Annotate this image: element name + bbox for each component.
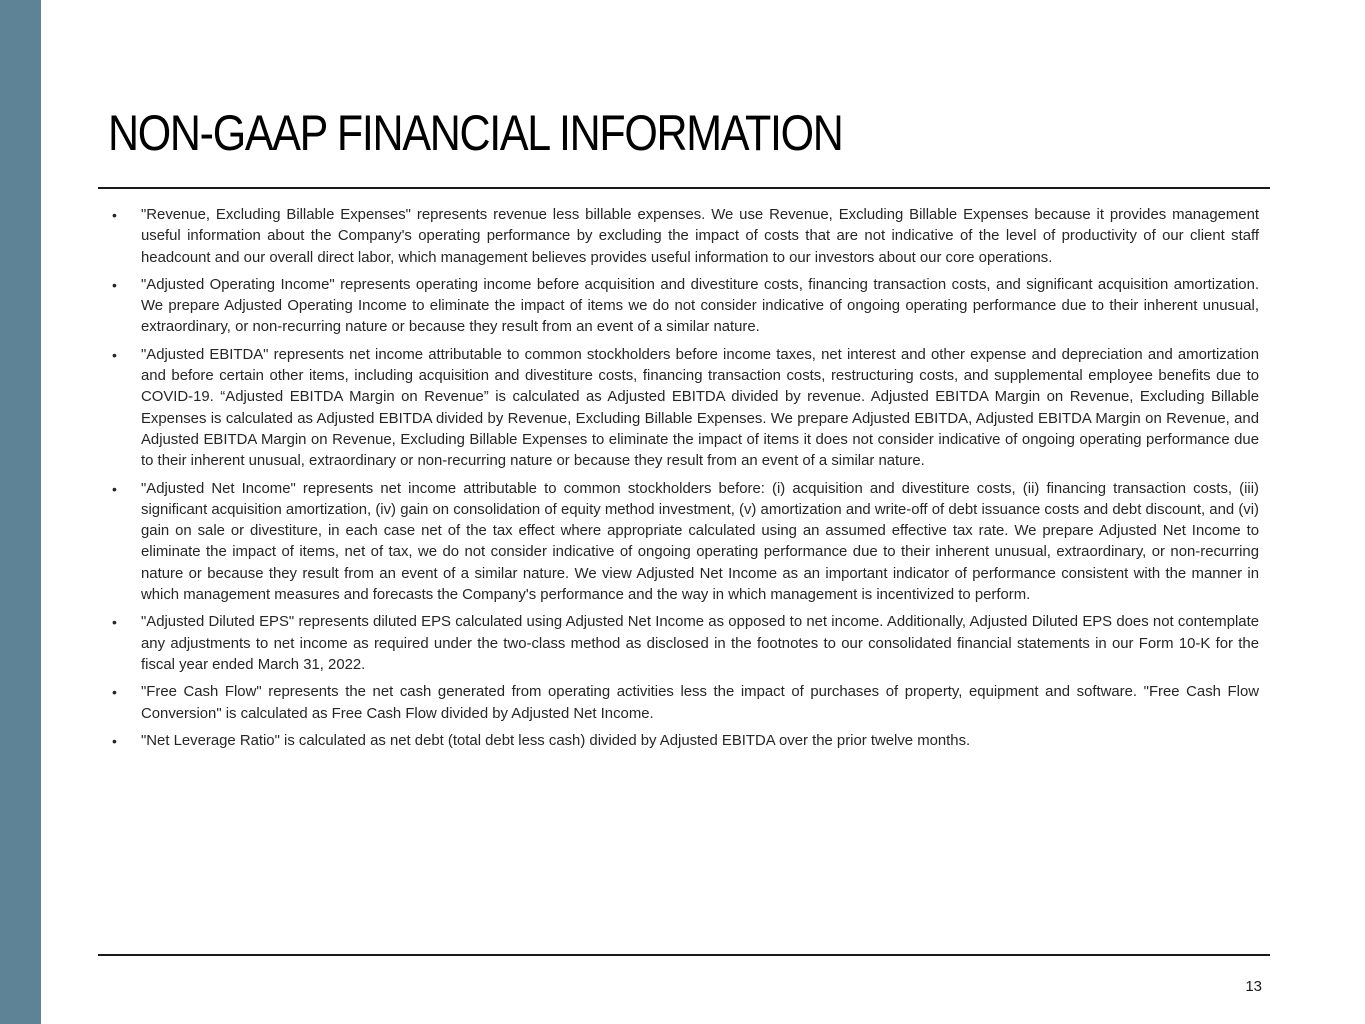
bullet-icon: • [112,207,117,223]
bullet-text: "Free Cash Flow" represents the net cash generated from operating activities less the impact of purchases of property, equipment and software. "Free Cash Flow Conversion" is calculated as Free Cash Flow divided by Adjusted Net Income. [141,684,1259,722]
bullet-text: "Adjusted Net Income" represents net income attributable to common stockholders before: (i) acquisition and divestiture costs, (ii) financing transaction costs, (iii) significant acquisition amortization, (iv) gain on consolidation of equity method investment, (v) amortization and write-off of debt issuance costs and debt discount, and (vi) gain on sale or divestiture, in each case net of the tax effect where appropriate calculated using an assumed effective tax rate. We prepare Adjusted Net Income to eliminate the impact of items, net of tax, we do not consider indicative of ongoing operating performance due to their inherent unusual, extraordinary, or non-recurring nature or because they result from an event of a similar nature. We view Adjusted Net Income as an important indicator of performance consistent with the manner in which management measures and forecasts the Company's performance and the way in which management is incentivized to perform. [141,480,1259,604]
bullet-revenue-excluding-billable [112,205,1259,269]
left-accent-bar [0,0,41,1024]
page-number: 13 [1245,978,1262,995]
bullet-icon: • [112,684,117,701]
bullet-icon: • [112,614,117,631]
bullet-list [112,205,1259,758]
bullet-text: "Adjusted EBITDA" represents net income attributable to common stockholders before income taxes, net interest and other expense and depreciation and amortization and before certain other items, including acquisition and divestiture costs, financing transaction costs, restructuring costs, and supplemental employee benefits due to COVID-19. “Adjusted EBITDA Margin on Revenue” is calculated as Adjusted EBITDA divided by revenue. Adjusted EBITDA Margin on Revenue, Excluding Billable Expenses is calculated as Adjusted EBITDA divided by Revenue, Excluding Billable Expenses. We prepare Adjusted EBITDA, Adjusted EBITDA Margin on Revenue, and Adjusted EBITDA Margin on Revenue, Excluding Billable Expenses to eliminate the impact of items it does not consider indicative of ongoing operating performance due to their inherent unusual, extraordinary or non-recurring nature or because they result from an event of a similar nature. [141,346,1259,470]
bullet-icon: • [112,732,117,749]
bullet-icon: • [112,480,117,497]
bullet-adjusted-net-income [112,479,1259,607]
bullet-free-cash-flow [112,682,1259,725]
bullet-text: "Adjusted Diluted EPS" represents diluted EPS calculated using Adjusted Net Income as opposed to net income. Additionally, Adjusted Diluted EPS does not contemplate any adjustments to net income as required under the two-class method as disclosed in the footnotes to our consolidated financial statements in our Form 10-K for the fiscal year ended March 31, 2022. [141,614,1259,673]
bullet-icon: • [112,346,117,363]
page-title: NON-GAAP FINANCIAL INFORMATION [108,105,843,161]
bullet-adjusted-ebitda [112,345,1259,473]
bullet-text: "Adjusted Operating Income" represents operating income before acquisition and divestiture costs, financing transaction costs, and significant acquisition amortization. We prepare Adjusted Operating Income to eliminate the impact of items we do not consider indicative of ongoing operating performance due to their inherent unusual, extraordinary, or non-recurring nature or because they result from an event of a similar nature. [141,276,1259,336]
bullet-text: "Revenue, Excluding Billable Expenses" represents revenue less billable expenses. We use Revenue, Excluding Billable Expenses because it provides management useful information about the Company's operating performance by excluding the impact of costs that are not indicative of the level of productivity of our client staff headcount and our overall direct labor, which management believes provides useful information to our investors about our core operations. [141,207,1259,266]
bullet-text: "Net Leverage Ratio" is calculated as net debt (total debt less cash) divided by Adjusted EBITDA over the prior twelve months. [141,732,971,749]
bottom-divider [98,954,1270,956]
bullet-net-leverage-ratio [112,731,1259,752]
bullet-adjusted-diluted-eps [112,612,1259,676]
bullet-icon: • [112,276,117,293]
bullet-adjusted-operating-income [112,275,1259,339]
top-divider [98,187,1270,189]
